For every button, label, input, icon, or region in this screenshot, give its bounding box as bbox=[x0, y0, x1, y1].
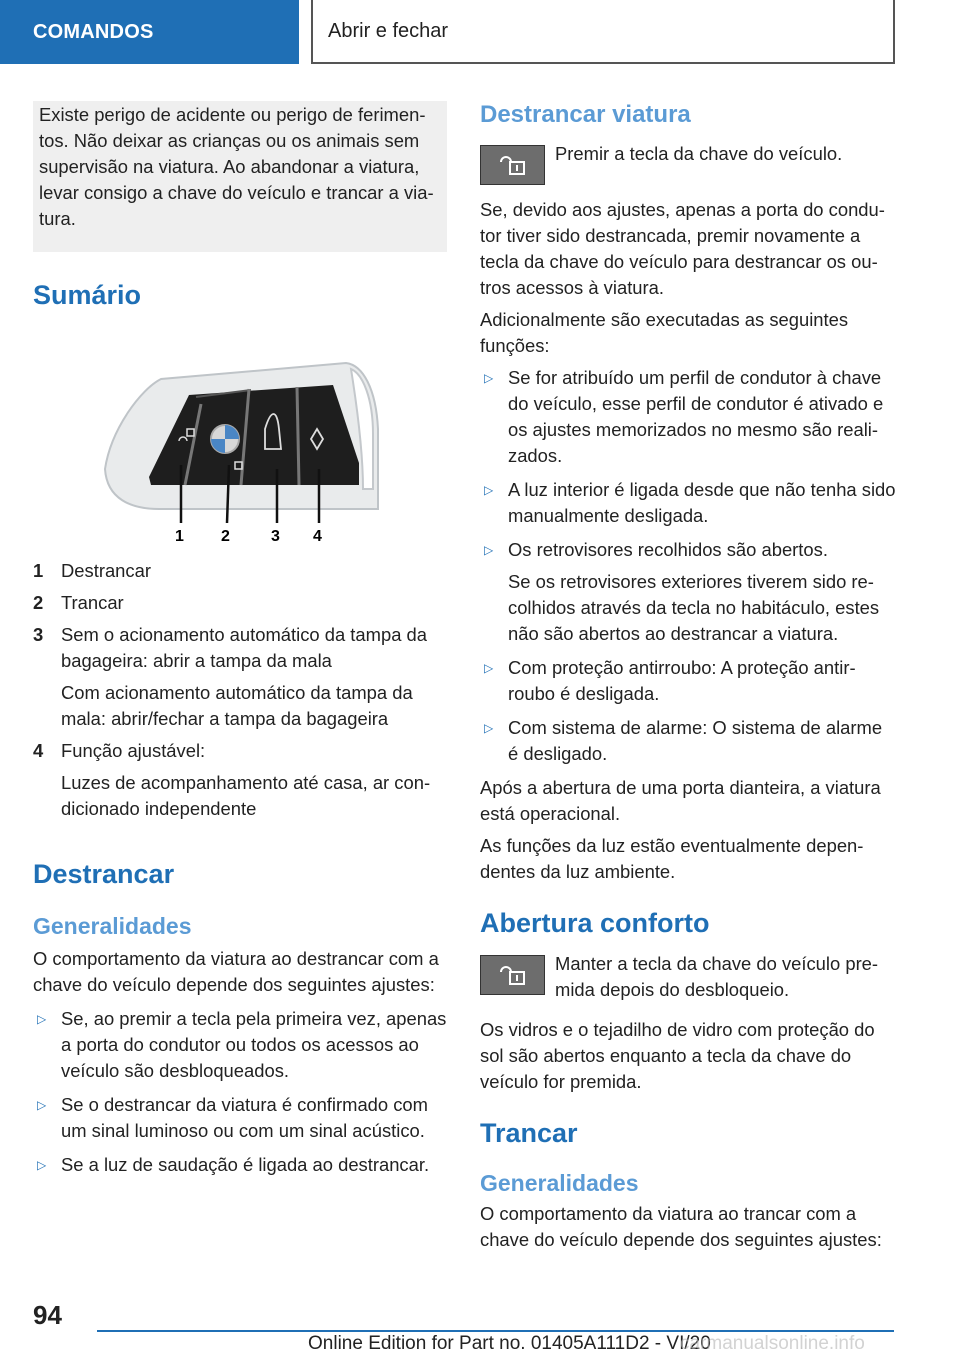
general-text: O comportamento da viatura ao destrancar com a chave do veículo depende dos seguintes ajustes: bbox=[33, 948, 439, 995]
legend-text: Trancar bbox=[61, 592, 124, 613]
general-heading: Generalidades bbox=[33, 913, 192, 939]
legend-number: 1 bbox=[33, 560, 44, 581]
list-item-text: Os retrovisores recolhidos são abertos. bbox=[508, 539, 828, 560]
legend-item bbox=[33, 622, 447, 732]
list-item bbox=[480, 477, 896, 529]
unlock-key-text: Premir a tecla da chave do veículo. bbox=[555, 143, 843, 164]
list-item-text: Se for atribuído um perfil de condutor à chave do veículo, esse perfil de condutor é ativado e os ajustes memorizados no mesmo são realizados. bbox=[508, 367, 884, 466]
legend-subtext: Luzes de acompanhamento até casa, ar condicionado independente bbox=[61, 772, 431, 819]
unlock-heading: Destrancar bbox=[33, 859, 175, 889]
bullet-triangle-icon: ▷ bbox=[484, 543, 494, 557]
legend-item bbox=[33, 558, 447, 584]
legend-item bbox=[33, 590, 447, 616]
paragraph: Adicionalmente são executadas as seguintes funções: bbox=[480, 309, 849, 356]
legend-text: Função ajustável: bbox=[61, 740, 206, 761]
legend-text: Destrancar bbox=[61, 560, 151, 581]
comfort-heading: Abertura conforto bbox=[480, 908, 710, 938]
right-column bbox=[480, 101, 896, 1253]
paragraph: Se, devido aos ajustes, apenas a porta do condutor tiver sido destrancada, premir novamente a tecla da chave do veículo para destrancar os outros acessos à viatura. bbox=[480, 199, 885, 298]
list-item-text: Com proteção antirroubo: A proteção antirroubo é desligada. bbox=[508, 657, 856, 704]
paragraph: Os vidros e o tejadilho de vidro com proteção do sol são abertos enquanto a tecla da chave do veículo for premida. bbox=[480, 1019, 875, 1092]
lock-general-heading: Generalidades bbox=[480, 1170, 639, 1196]
callout-2: 2 bbox=[221, 528, 230, 544]
legend-subtext: Com acionamento automático da tampa da mala: abrir/fechar a tampa da bagageira bbox=[61, 682, 413, 729]
callout-1: 1 bbox=[175, 528, 184, 544]
comfort-key-row bbox=[480, 951, 896, 1003]
watermark: carmanualsonline.info bbox=[680, 1333, 865, 1354]
list-item bbox=[33, 1152, 447, 1178]
callout-4: 4 bbox=[313, 528, 322, 544]
page-number: 94 bbox=[33, 1300, 62, 1330]
footer-divider bbox=[97, 1330, 894, 1332]
legend-number: 4 bbox=[33, 740, 44, 761]
section-tab: COMANDOS bbox=[0, 0, 299, 64]
left-column bbox=[33, 101, 447, 1186]
bullet-triangle-icon: ▷ bbox=[37, 1012, 47, 1026]
bullet-triangle-icon: ▷ bbox=[484, 371, 494, 385]
unlock-key-row bbox=[480, 141, 896, 185]
list-item bbox=[480, 365, 896, 469]
bullet-triangle-icon: ▷ bbox=[37, 1158, 47, 1172]
paragraph: Após a abertura de uma porta dianteira, a viatura está operacional. bbox=[480, 777, 881, 824]
lock-heading: Trancar bbox=[480, 1118, 578, 1148]
warning-box bbox=[33, 101, 447, 252]
bullet-triangle-icon: ▷ bbox=[484, 483, 494, 497]
unlock-vehicle-heading: Destrancar viatura bbox=[480, 101, 691, 128]
list-item bbox=[33, 1006, 447, 1084]
unlock-key-icon bbox=[480, 955, 545, 995]
list-item-text: Com sistema de alarme: O sistema de alarme é desligado. bbox=[508, 717, 883, 764]
list-item bbox=[480, 655, 896, 707]
chapter-title: Abrir e fechar bbox=[311, 0, 895, 64]
list-item bbox=[33, 1092, 447, 1144]
paragraph: As funções da luz estão eventualmente dependentes da luz ambiente. bbox=[480, 835, 864, 882]
legend-text: Sem o acionamento automático da tampa da bagageira: abrir a tampa da mala bbox=[61, 624, 427, 671]
list-item-subtext: Se os retrovisores exteriores tiverem sido recolhidos através da tecla no habitáculo, estes não são abertos ao destrancar a viatura. bbox=[508, 571, 880, 644]
key-figure bbox=[101, 359, 383, 544]
list-item-text: Se a luz de saudação é ligada ao destrancar. bbox=[61, 1154, 430, 1175]
unlock-settings-list bbox=[33, 1006, 447, 1178]
callout-3: 3 bbox=[271, 528, 280, 544]
list-item bbox=[480, 537, 896, 647]
unlock-functions-list bbox=[480, 365, 896, 767]
list-item bbox=[480, 715, 896, 767]
list-item-text: Se o destrancar da viatura é confirmado com um sinal luminoso ou com um sinal acústico. bbox=[61, 1094, 428, 1141]
list-item-text: A luz interior é ligada desde que não tenha sido manualmente desligada. bbox=[508, 479, 896, 526]
legend-list bbox=[33, 558, 447, 822]
edition-text: Online Edition for Part no. 01405A111D2 - VI/20 bbox=[308, 1333, 711, 1354]
list-item-text: Se, ao premir a tecla pela primeira vez, apenas a porta do condutor ou todos os acessos ao veículo são desbloqueados. bbox=[61, 1008, 447, 1081]
warning-text: Existe perigo de acidente ou perigo de ferimentos. Não deixar as crianças ou os animais sem supervisão na viatura. Ao abandonar a viatura, levar consigo a chave do veículo e trancar a viatura. bbox=[39, 104, 434, 229]
paragraph: O comportamento da viatura ao trancar com a chave do veículo depende dos seguintes ajustes: bbox=[480, 1203, 882, 1250]
comfort-key-text: Manter a tecla da chave do veículo premida depois do desbloqueio. bbox=[555, 953, 879, 1000]
legend-number: 2 bbox=[33, 592, 44, 613]
unlock-key-icon bbox=[480, 145, 545, 185]
bullet-triangle-icon: ▷ bbox=[484, 661, 494, 675]
legend-number: 3 bbox=[33, 624, 44, 645]
summary-heading: Sumário bbox=[33, 280, 142, 310]
bullet-triangle-icon: ▷ bbox=[37, 1098, 47, 1112]
bullet-triangle-icon: ▷ bbox=[484, 721, 494, 735]
legend-item bbox=[33, 738, 447, 822]
car-key-illustration bbox=[101, 359, 383, 544]
